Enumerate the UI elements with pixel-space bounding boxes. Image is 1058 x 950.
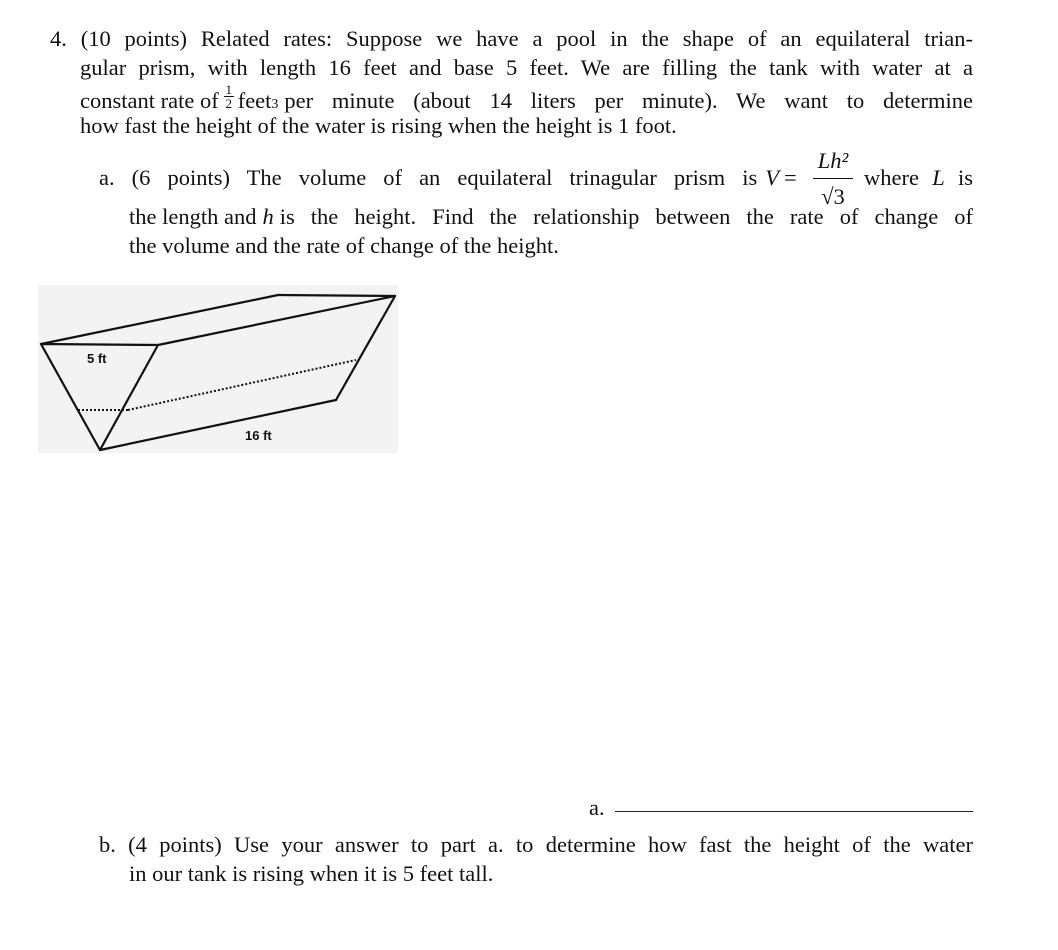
problem-line-3: constant rate of $\frac{1}{2}$ feet 3 per minute (about 14 liters per minute). We want to determine — [80, 82, 973, 113]
volume-formula — [813, 148, 853, 208]
part-a-line2-start: the length and — [129, 204, 257, 229]
prism-figure — [38, 285, 398, 453]
answer-a-label: a. — [589, 795, 605, 820]
equals-sign: = — [784, 165, 797, 190]
part-a-line-1 — [99, 167, 779, 190]
problem-line-1: 4. (10 points) Related rates: Suppose we have a pool in the shape of an equilateral trian- — [50, 26, 973, 51]
rate-fraction — [223, 82, 235, 111]
base-label: 5 ft — [87, 351, 107, 366]
is-word: is — [957, 165, 973, 190]
prism-back-right-edge — [336, 296, 395, 400]
length-label: 16 ft — [245, 428, 272, 443]
part-b-line-2: in our tank is rising when it is 5 feet tall. — [129, 861, 494, 886]
rate-unit: feet — [237, 88, 272, 113]
prism-top-left-edge — [41, 295, 278, 344]
height-var: h — [262, 204, 274, 229]
part-a-intro: a. (6 points) The volume of an equilateral trinagular prism is — [99, 165, 758, 190]
prism-bottom-edge — [100, 400, 336, 450]
part-a-line-3: the volume and the rate of change of the height. — [129, 233, 559, 258]
answer-a-blank[interactable] — [615, 811, 973, 812]
prism-back-top-edge — [278, 295, 395, 296]
where-word: where — [864, 165, 919, 190]
formula-numerator: Lh² — [817, 148, 849, 173]
volume-var: V — [765, 165, 779, 190]
part-a-line2-end: is the height. Find the relationship between the rate of change of — [279, 204, 973, 229]
length-var: L — [932, 165, 945, 190]
prism-top-right-edge — [158, 296, 395, 345]
rate-text-after: per minute (about 14 liters per minute). We want to determine — [284, 88, 973, 113]
part-b-line-1: b. (4 points) Use your answer to part a. to determine how fast the height of the water — [99, 832, 973, 857]
formula-denominator: √3 — [821, 184, 845, 209]
part-a-line-2 — [129, 206, 973, 229]
problem-line-4: how fast the height of the water is rising when the height is 1 foot. — [80, 113, 677, 138]
problem-line-2: gular prism, with length 16 feet and base 5 feet. We are filling the tank with water at a — [80, 55, 973, 80]
rate-fraction-denominator: 2 — [225, 96, 232, 111]
part-a-where — [864, 167, 973, 190]
rate-text-before: constant rate of — [80, 88, 219, 113]
rate-fraction-numerator: 1 — [225, 82, 232, 97]
prism-drawing — [38, 285, 398, 453]
